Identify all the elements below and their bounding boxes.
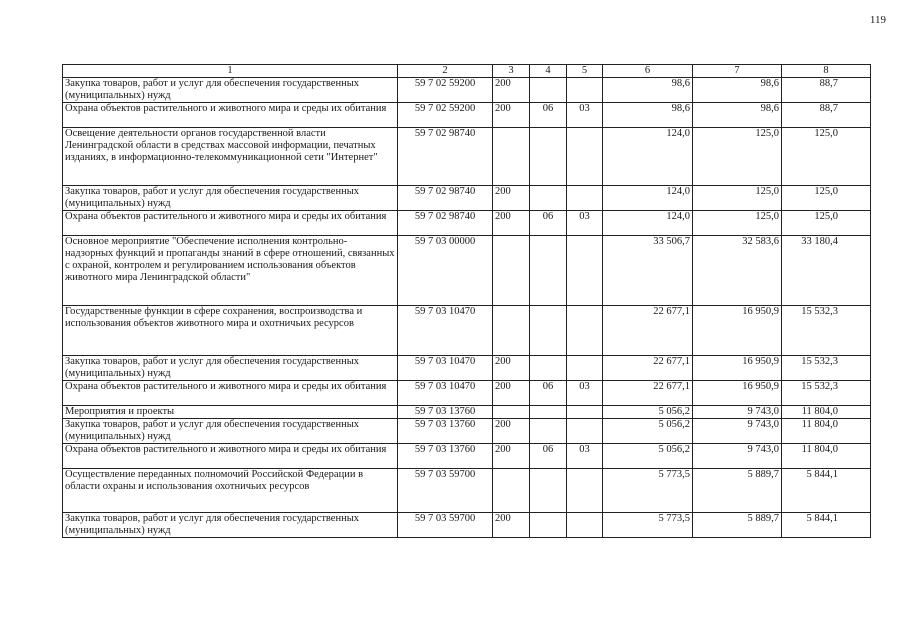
- row-name: Охрана объектов растительного и животного мира и среды их обитания: [63, 381, 398, 406]
- row-code: 59 7 03 10470: [398, 306, 493, 356]
- row-amount-col8: 15 532,3: [782, 381, 871, 406]
- table-row: [63, 444, 871, 469]
- row-subsection: [567, 469, 603, 513]
- row-subsection: 03: [567, 103, 603, 128]
- row-section: [530, 406, 567, 419]
- row-amount-col7: 98,6: [693, 78, 782, 103]
- row-section: [530, 186, 567, 211]
- row-amount-col8: 15 532,3: [782, 306, 871, 356]
- row-code: 59 7 03 59700: [398, 469, 493, 513]
- row-amount-col7: 9 743,0: [693, 444, 782, 469]
- table-row: [63, 186, 871, 211]
- row-amount-col6: 22 677,1: [603, 381, 693, 406]
- row-amount-col6: 124,0: [603, 186, 693, 211]
- table-row: [63, 513, 871, 538]
- header-cell: 8: [782, 65, 871, 78]
- row-subsection: [567, 513, 603, 538]
- row-amount-col7: 5 889,7: [693, 513, 782, 538]
- row-section: 06: [530, 381, 567, 406]
- row-amount-col8: 15 532,3: [782, 356, 871, 381]
- header-cell: 7: [693, 65, 782, 78]
- row-subsection: [567, 419, 603, 444]
- row-section: [530, 78, 567, 103]
- row-subsection: [567, 406, 603, 419]
- row-amount-col8: 33 180,4: [782, 236, 871, 306]
- row-section: [530, 513, 567, 538]
- row-amount-col8: 125,0: [782, 128, 871, 186]
- row-amount-col6: 22 677,1: [603, 306, 693, 356]
- table-row: [63, 306, 871, 356]
- row-expense-type: [493, 469, 530, 513]
- row-amount-col6: 5 056,2: [603, 444, 693, 469]
- header-cell: 3: [493, 65, 530, 78]
- table-row: [63, 103, 871, 128]
- row-section: [530, 236, 567, 306]
- row-code: 59 7 02 59200: [398, 78, 493, 103]
- page-number: 119: [869, 14, 886, 26]
- row-amount-col7: 32 583,6: [693, 236, 782, 306]
- row-name: Закупка товаров, работ и услуг для обеспечения государственных (муниципальных) нужд: [63, 78, 398, 103]
- row-section: 06: [530, 211, 567, 236]
- row-amount-col7: 16 950,9: [693, 356, 782, 381]
- row-code: 59 7 03 10470: [398, 356, 493, 381]
- row-name: Закупка товаров, работ и услуг для обеспечения государственных (муниципальных) нужд: [63, 513, 398, 538]
- row-amount-col7: 5 889,7: [693, 469, 782, 513]
- row-subsection: [567, 186, 603, 211]
- row-subsection: [567, 356, 603, 381]
- row-code: 59 7 03 13760: [398, 419, 493, 444]
- row-subsection: [567, 78, 603, 103]
- row-expense-type: 200: [493, 103, 530, 128]
- row-section: 06: [530, 103, 567, 128]
- row-name: Закупка товаров, работ и услуг для обеспечения государственных (муниципальных) нужд: [63, 419, 398, 444]
- table-row: [63, 78, 871, 103]
- row-expense-type: [493, 406, 530, 419]
- row-amount-col7: 9 743,0: [693, 419, 782, 444]
- row-subsection: 03: [567, 211, 603, 236]
- row-section: [530, 306, 567, 356]
- row-amount-col8: 88,7: [782, 78, 871, 103]
- row-section: 06: [530, 444, 567, 469]
- row-amount-col8: 125,0: [782, 211, 871, 236]
- row-amount-col7: 16 950,9: [693, 381, 782, 406]
- row-code: 59 7 03 00000: [398, 236, 493, 306]
- row-code: 59 7 03 13760: [398, 406, 493, 419]
- row-amount-col6: 98,6: [603, 78, 693, 103]
- row-amount-col6: 5 773,5: [603, 513, 693, 538]
- row-code: 59 7 02 98740: [398, 211, 493, 236]
- row-code: 59 7 02 59200: [398, 103, 493, 128]
- row-expense-type: 200: [493, 444, 530, 469]
- table-row: [63, 211, 871, 236]
- budget-table: [62, 64, 871, 538]
- row-amount-col6: 33 506,7: [603, 236, 693, 306]
- header-cell: 2: [398, 65, 493, 78]
- row-amount-col6: 5 056,2: [603, 406, 693, 419]
- row-name: Охрана объектов растительного и животного мира и среды их обитания: [63, 444, 398, 469]
- row-code: 59 7 02 98740: [398, 128, 493, 186]
- row-amount-col6: 124,0: [603, 211, 693, 236]
- header-cell: 6: [603, 65, 693, 78]
- table-row: [63, 381, 871, 406]
- row-subsection: [567, 236, 603, 306]
- row-section: [530, 419, 567, 444]
- row-amount-col7: 16 950,9: [693, 306, 782, 356]
- row-name: Закупка товаров, работ и услуг для обеспечения государственных (муниципальных) нужд: [63, 186, 398, 211]
- row-expense-type: [493, 236, 530, 306]
- row-amount-col8: 11 804,0: [782, 406, 871, 419]
- row-name: Освещение деятельности органов государственной власти Ленинградской области в средствах массовой информации, печатных изданиях, в информационно-телекоммуникационной сети "Интернет": [63, 128, 398, 186]
- table-row: [63, 356, 871, 381]
- row-name: Мероприятия и проекты: [63, 406, 398, 419]
- row-amount-col7: 125,0: [693, 211, 782, 236]
- row-subsection: 03: [567, 444, 603, 469]
- row-expense-type: 200: [493, 356, 530, 381]
- row-subsection: [567, 306, 603, 356]
- row-section: [530, 356, 567, 381]
- table-row: [63, 469, 871, 513]
- row-section: [530, 469, 567, 513]
- row-name: Осуществление переданных полномочий Российской Федерации в области охраны и использования охотничьих ресурсов: [63, 469, 398, 513]
- row-name: Закупка товаров, работ и услуг для обеспечения государственных (муниципальных) нужд: [63, 356, 398, 381]
- row-amount-col7: 98,6: [693, 103, 782, 128]
- row-amount-col7: 125,0: [693, 186, 782, 211]
- row-expense-type: 200: [493, 211, 530, 236]
- row-amount-col8: 125,0: [782, 186, 871, 211]
- row-code: 59 7 03 59700: [398, 513, 493, 538]
- row-amount-col6: 5 056,2: [603, 419, 693, 444]
- row-expense-type: 200: [493, 381, 530, 406]
- row-amount-col7: 9 743,0: [693, 406, 782, 419]
- table-row: [63, 128, 871, 186]
- row-amount-col8: 11 804,0: [782, 444, 871, 469]
- header-cell: 1: [63, 65, 398, 78]
- header-row: [63, 65, 871, 78]
- row-subsection: 03: [567, 381, 603, 406]
- header-cell: 5: [567, 65, 603, 78]
- row-expense-type: 200: [493, 513, 530, 538]
- row-name: Государственные функции в сфере сохранения, воспроизводства и использования объектов животного мира и охотничьих ресурсов: [63, 306, 398, 356]
- row-name: Основное мероприятие "Обеспечение исполнения контрольно-надзорных функций и пропаганды знаний в сфере отношений, связанных с охраной, контролем и регулированием использования объектов животного мира Ленинградской области": [63, 236, 398, 306]
- row-amount-col6: 22 677,1: [603, 356, 693, 381]
- row-amount-col6: 124,0: [603, 128, 693, 186]
- row-amount-col6: 98,6: [603, 103, 693, 128]
- row-expense-type: 200: [493, 419, 530, 444]
- row-code: 59 7 02 98740: [398, 186, 493, 211]
- row-amount-col8: 88,7: [782, 103, 871, 128]
- row-name: Охрана объектов растительного и животного мира и среды их обитания: [63, 211, 398, 236]
- row-expense-type: [493, 306, 530, 356]
- row-expense-type: [493, 128, 530, 186]
- table-row: [63, 236, 871, 306]
- row-section: [530, 128, 567, 186]
- header-cell: 4: [530, 65, 567, 78]
- row-code: 59 7 03 10470: [398, 381, 493, 406]
- row-amount-col7: 125,0: [693, 128, 782, 186]
- table-row: [63, 419, 871, 444]
- row-subsection: [567, 128, 603, 186]
- row-name: Охрана объектов растительного и животного мира и среды их обитания: [63, 103, 398, 128]
- row-amount-col8: 5 844,1: [782, 513, 871, 538]
- row-expense-type: 200: [493, 186, 530, 211]
- row-code: 59 7 03 13760: [398, 444, 493, 469]
- row-amount-col8: 11 804,0: [782, 419, 871, 444]
- row-expense-type: 200: [493, 78, 530, 103]
- row-amount-col6: 5 773,5: [603, 469, 693, 513]
- row-amount-col8: 5 844,1: [782, 469, 871, 513]
- table-row: [63, 406, 871, 419]
